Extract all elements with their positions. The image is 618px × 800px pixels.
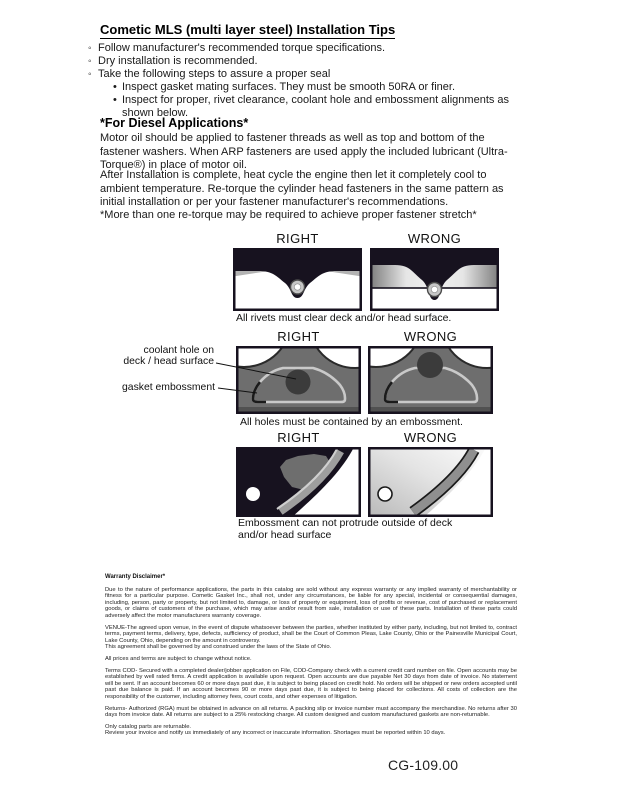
rivet-right-diagram [233, 248, 362, 311]
diesel-paragraph-2: After Installation is complete, heat cycle the engine then let it completely cool to ambient temperature. Re-torque the cylinder head fasteners in the same pattern as initial installation or per your fastener manufacturer's recommendations. [100, 169, 504, 208]
list-item [88, 81, 536, 94]
right-label: RIGHT [277, 329, 320, 344]
warranty-paragraph: Due to the nature of performance applications, the parts in this catalog are sold without any express warranty or any implied warranty of merchantability or fitness for a particular purpose. Cometic Gasket Inc., shall not, under any circumstances, be liable for any special, incidental or consequential damages, including, person, party or property, but not limited to, damage, or loss of property or equipment, loss of profits or revenue, cost of purchased or replacement goods, or claims of customers of the purchase, which may arise and/or result from sale, installation or use of these parts. Installation of these parts could adversely affect the motor manufacturers warranty coverage. [105, 586, 517, 619]
dot-bullet-icon: • [113, 94, 117, 106]
page-number: CG-109.00 [388, 757, 459, 773]
gasket-embossment-label: gasket embossment [122, 382, 215, 393]
list-item [88, 68, 536, 81]
circle-bullet-icon: ◦ [88, 43, 92, 54]
diagram-row-holes [236, 329, 493, 414]
protrusion-wrong-diagram [368, 447, 493, 517]
circle-bullet-icon: ◦ [88, 56, 92, 67]
wrong-label: WRONG [407, 231, 462, 246]
embossment-wrong-diagram [368, 346, 493, 414]
warranty-heading: Warranty Disclaimer* [105, 574, 166, 580]
coolant-hole-label: coolant hole on deck / head surface [123, 345, 214, 368]
right-label: RIGHT [276, 231, 319, 246]
installation-tips-list [88, 42, 536, 120]
caption-rivets: All rivets must clear deck and/or head surface. [236, 312, 452, 324]
prices-line: All prices and terms are subject to change without notice. [105, 655, 252, 662]
terms-paragraph: Terms COD- Secured with a completed dealer/jobber application on File, COD-Company check with a current credit card number on file. Open accounts may be established by well rated firms. A credit application is available upon request. Open accounts are due payable Net 30 days from date of invoice. No statement will be sent. If an account becomes 60 or more days past due, it is subject to being placed on credit hold. No orders will be shipped or new orders accepted until past due balance is paid. If an account becomes 90 or more days past due, it is subject to being placed for collections. All costs of collection are the responsibility of the customer, including attorney fees, court costs, and other expenses of litigation. [105, 667, 517, 700]
venue-paragraph: VENUE-The agreed upon venue, in the event of dispute whatsoever between the parties, whether instituted by either party, including, but not limited to, contract terms, payment terms, delivery, type, defects, sufficiency of product, shall be the Court of Common Pleas, Lake County, Ohio or the Painesville Municipal Court, Lake County, Ohio, depending on the amount in controversy. [105, 624, 517, 644]
bolt-hole-icon [378, 487, 392, 501]
list-item [88, 55, 536, 68]
coolant-hole-icon [286, 370, 311, 395]
diesel-heading: *For Diesel Applications* [100, 116, 249, 130]
page-title: Cometic MLS (multi layer steel) Installation Tips [100, 22, 396, 37]
caption-holes: All holes must be contained by an embossment. [240, 416, 463, 428]
catalog-parts-line: Only catalog parts are returnable. [105, 723, 192, 730]
list-item [88, 42, 536, 55]
circle-bullet-icon: ◦ [88, 69, 92, 80]
caption-protrusion: Embossment can not protrude outside of deck and/or head surface [238, 517, 453, 541]
rivet-wrong-diagram [370, 248, 499, 311]
tip-text: Inspect for proper, rivet clearance, coolant hole and embossment alignments as shown below. [122, 94, 510, 119]
retorque-note: *More than one re-torque may be required to achieve proper fastener stretch* [100, 209, 477, 221]
diesel-paragraph-1: Motor oil should be applied to fastener threads as well as top and bottom of the fastener washers. When ARP fasteners are used apply the included lubricant (Ultra-Torque®) in place of motor oil. [100, 132, 508, 171]
diagram-row-protrusion [236, 430, 493, 517]
bolt-hole-icon [246, 487, 260, 501]
dot-bullet-icon: • [113, 81, 117, 93]
right-label: RIGHT [277, 430, 320, 445]
returns-paragraph: Returns- Authorized (RGA) must be obtained in advance on all returns. A packing slip or invoice number must accompany the merchandise. No returns after 30 days from invoice date. All returns are subject to a 25% restocking charge. All custom designed and custom manufactured gaskets are non-returnable. [105, 705, 517, 719]
tip-text: Inspect gasket mating surfaces. They must be smooth 50RA or finer. [122, 81, 456, 93]
agreement-line: This agreement shall be governed by and construed under the laws of the State of Ohio. [105, 644, 332, 651]
review-invoice-line: Review your invoice and notify us immediately of any incorrect or inaccurate information. Shortages must be reported within 10 days. [105, 730, 446, 737]
tip-text: Dry installation is recommended. [98, 55, 258, 67]
wrong-label: WRONG [403, 430, 458, 445]
tip-text: Take the following steps to assure a proper seal [98, 68, 331, 80]
tip-text: Follow manufacturer's recommended torque specifications. [98, 42, 386, 54]
embossment-right-diagram [236, 346, 361, 414]
coolant-hole-icon [417, 352, 443, 378]
warranty-block [105, 574, 517, 737]
diagram-row-rivets [233, 231, 499, 311]
protrusion-right-diagram [236, 447, 361, 517]
wrong-label: WRONG [403, 329, 458, 344]
